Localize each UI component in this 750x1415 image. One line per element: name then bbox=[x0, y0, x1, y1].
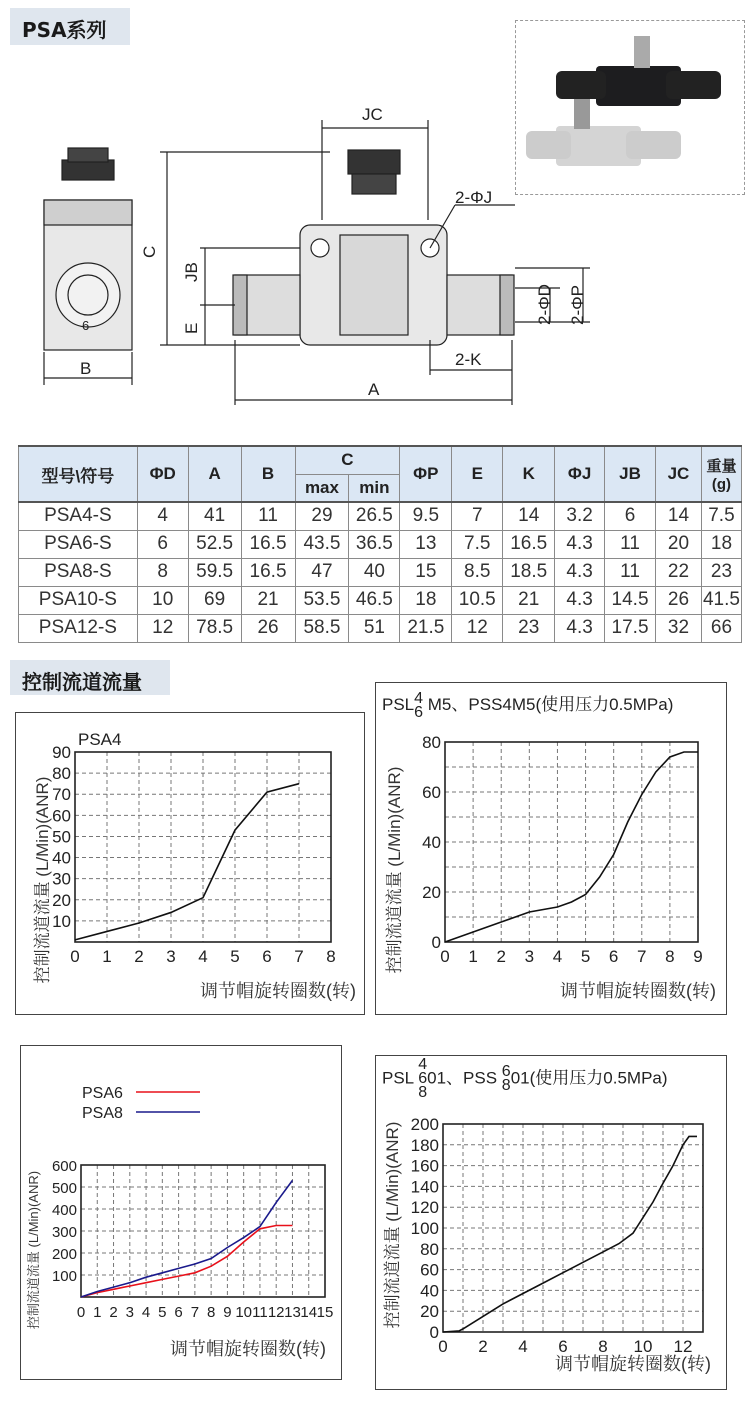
y-tick-label: 40 bbox=[52, 848, 71, 868]
x-tick-label: 4 bbox=[141, 1304, 151, 1321]
x-tick-label: 6 bbox=[262, 947, 272, 966]
chart-m5-title: PSL4 6 M5、PSS4M5(使用压力0.5MPa) bbox=[382, 689, 674, 721]
y-axis-label: 控制流道流量 (L/Min)(ANR) bbox=[26, 1170, 41, 1330]
table-cell: PSA4-S bbox=[19, 502, 138, 530]
y-tick-label: 60 bbox=[420, 1260, 439, 1280]
table-cell: 66 bbox=[701, 614, 741, 642]
table-cell: 36.5 bbox=[349, 530, 400, 558]
col-a: A bbox=[188, 446, 241, 502]
table-cell: 29 bbox=[295, 502, 349, 530]
y-tick-label: 20 bbox=[52, 890, 71, 910]
legend-label: PSA6 bbox=[82, 1085, 123, 1102]
y-tick-label: 300 bbox=[51, 1224, 77, 1241]
table-cell: 59.5 bbox=[188, 558, 241, 586]
table-cell: 4.3 bbox=[555, 614, 605, 642]
dim-phi-p: 2-ΦP bbox=[568, 284, 587, 325]
x-tick-label: 2 bbox=[496, 947, 506, 966]
x-tick-label: 1 bbox=[468, 947, 478, 966]
x-tick-label: 2 bbox=[478, 1337, 488, 1356]
table-cell: 4 bbox=[137, 502, 188, 530]
col-b: B bbox=[241, 446, 295, 502]
y-tick-label: 180 bbox=[410, 1135, 439, 1155]
table-cell: 18 bbox=[701, 530, 741, 558]
y-tick-label: 400 bbox=[51, 1202, 77, 1219]
col-jb: JB bbox=[605, 446, 656, 502]
table-cell: 8 bbox=[137, 558, 188, 586]
x-tick-label: 2 bbox=[109, 1304, 118, 1321]
x-tick-label: 7 bbox=[637, 947, 647, 966]
dim-k: 2-K bbox=[455, 350, 482, 369]
table-cell: 14 bbox=[503, 502, 555, 530]
table-cell: 9.5 bbox=[400, 502, 452, 530]
x-tick-label: 12 bbox=[673, 1337, 693, 1356]
table-cell: 11 bbox=[241, 502, 295, 530]
col-k: K bbox=[503, 446, 555, 502]
x-tick-label: 12 bbox=[267, 1304, 285, 1321]
x-tick-label: 7 bbox=[294, 947, 304, 966]
y-tick-label: 160 bbox=[410, 1156, 439, 1176]
table-cell: 16.5 bbox=[503, 530, 555, 558]
table-cell: 12 bbox=[137, 614, 188, 642]
y-tick-label: 100 bbox=[410, 1219, 439, 1238]
x-axis-label: 调节帽旋转圈数(转) bbox=[170, 1339, 326, 1359]
y-tick-label: 0 bbox=[431, 933, 441, 952]
col-jc: JC bbox=[656, 446, 702, 502]
x-tick-label: 5 bbox=[230, 947, 240, 966]
dim-e: E bbox=[182, 322, 201, 334]
dim-c: C bbox=[140, 245, 159, 258]
y-tick-label: 90 bbox=[52, 743, 71, 762]
y-tick-label: 120 bbox=[410, 1198, 439, 1218]
table-cell: 18 bbox=[400, 586, 452, 614]
table-cell: 20 bbox=[656, 530, 702, 558]
table-cell: 47 bbox=[295, 558, 349, 586]
table-cell: 10.5 bbox=[452, 586, 503, 614]
x-tick-label: 14 bbox=[300, 1304, 318, 1321]
x-axis-label: 调节帽旋转圈数(转) bbox=[200, 981, 356, 1001]
x-tick-label: 5 bbox=[580, 947, 591, 966]
y-tick-label: 80 bbox=[420, 1239, 439, 1259]
x-tick-label: 0 bbox=[440, 947, 450, 966]
y-tick-label: 30 bbox=[52, 869, 71, 889]
table-cell: 4.3 bbox=[555, 586, 605, 614]
table-cell: 12 bbox=[452, 614, 503, 642]
x-tick-label: 1 bbox=[102, 947, 112, 966]
x-tick-label: 3 bbox=[524, 947, 535, 966]
table-cell: 15 bbox=[400, 558, 452, 586]
table-cell: 26 bbox=[656, 586, 702, 614]
col-phi-p: ΦP bbox=[400, 446, 452, 502]
y-tick-label: 50 bbox=[52, 827, 71, 847]
y-tick-label: 140 bbox=[410, 1177, 439, 1197]
y-tick-label: 200 bbox=[410, 1115, 439, 1134]
y-tick-label: 80 bbox=[52, 764, 71, 784]
y-axis-label: 控制流道流量 (L/Min)(ANR) bbox=[33, 776, 52, 984]
table-cell: PSA10-S bbox=[19, 586, 138, 614]
table-cell: 16.5 bbox=[241, 530, 295, 558]
col-phi-d: ΦD bbox=[137, 446, 188, 502]
table-cell: 53.5 bbox=[295, 586, 349, 614]
x-tick-label: 8 bbox=[665, 947, 675, 966]
y-tick-label: 20 bbox=[422, 883, 441, 902]
table-cell: 69 bbox=[188, 586, 241, 614]
table-cell: 21 bbox=[503, 586, 555, 614]
x-tick-label: 4 bbox=[518, 1337, 528, 1356]
y-tick-label: 600 bbox=[51, 1158, 77, 1175]
y-tick-label: 100 bbox=[51, 1268, 77, 1285]
x-tick-label: 13 bbox=[284, 1304, 301, 1321]
x-tick-label: 5 bbox=[158, 1304, 167, 1321]
dim-phi-j: 2-ΦJ bbox=[455, 188, 493, 207]
table-cell: 40 bbox=[349, 558, 400, 586]
table-cell: 4.3 bbox=[555, 558, 605, 586]
x-tick-label: 8 bbox=[206, 1304, 216, 1321]
x-tick-label: 8 bbox=[326, 947, 336, 966]
table-cell: 18.5 bbox=[503, 558, 555, 586]
x-tick-label: 9 bbox=[223, 1304, 232, 1321]
chart-title: PSA4 bbox=[78, 730, 122, 749]
table-cell: 14 bbox=[656, 502, 702, 530]
table-cell: 21.5 bbox=[400, 614, 452, 642]
y-tick-label: 60 bbox=[52, 806, 71, 826]
series-line-psa4 bbox=[75, 784, 299, 940]
x-tick-label: 15 bbox=[316, 1304, 334, 1321]
x-tick-label: 7 bbox=[190, 1304, 200, 1321]
table-cell: 7 bbox=[452, 502, 503, 530]
table-cell: 78.5 bbox=[188, 614, 241, 642]
y-tick-label: 60 bbox=[422, 783, 441, 802]
col-model: 型号\符号 bbox=[19, 446, 138, 502]
table-cell: 43.5 bbox=[295, 530, 349, 558]
section-title-flow: 控制流道流量 bbox=[10, 660, 170, 695]
col-c: C bbox=[295, 446, 400, 474]
x-tick-label: 6 bbox=[558, 1337, 568, 1356]
table-cell: 8.5 bbox=[452, 558, 503, 586]
chart-01-title: PSL 4 6 801、PSS 6 801(使用压力0.5MPa) bbox=[382, 1056, 668, 1101]
col-c-min: min bbox=[349, 474, 400, 502]
section-title-series: PSA系列 bbox=[10, 8, 130, 45]
y-axis-label: 控制流道流量 (L/Min)(ANR) bbox=[385, 766, 404, 974]
x-tick-label: 6 bbox=[174, 1304, 183, 1321]
table-cell: 51 bbox=[349, 614, 400, 642]
series-line-psl-m5 bbox=[445, 752, 698, 942]
table-cell: 3.2 bbox=[555, 502, 605, 530]
x-tick-label: 3 bbox=[125, 1304, 134, 1321]
dim-b: B bbox=[80, 359, 92, 378]
y-tick-label: 80 bbox=[422, 733, 441, 752]
x-tick-label: 4 bbox=[552, 947, 563, 966]
table-cell: 13 bbox=[400, 530, 452, 558]
table-cell: 4.3 bbox=[555, 530, 605, 558]
table-cell: 22 bbox=[656, 558, 702, 586]
table-cell: 10 bbox=[137, 586, 188, 614]
table-cell: 14.5 bbox=[605, 586, 656, 614]
col-weight: 重量(g) bbox=[701, 446, 741, 502]
dim-jc: JC bbox=[362, 105, 383, 124]
table-cell: 21 bbox=[241, 586, 295, 614]
table-cell: 7.5 bbox=[701, 502, 741, 530]
x-tick-label: 4 bbox=[198, 947, 208, 966]
table-cell: 11 bbox=[605, 530, 656, 558]
y-tick-label: 20 bbox=[420, 1302, 439, 1322]
series-line-psa6 bbox=[81, 1226, 292, 1298]
y-tick-label: 500 bbox=[51, 1180, 77, 1197]
dim-jb: JB bbox=[182, 262, 201, 282]
dim-a: A bbox=[368, 380, 380, 399]
legend-label: PSA8 bbox=[82, 1105, 123, 1122]
table-cell: 26 bbox=[241, 614, 295, 642]
x-tick-label: 11 bbox=[252, 1304, 268, 1321]
x-tick-label: 10 bbox=[633, 1337, 653, 1356]
x-tick-label: 0 bbox=[76, 1304, 86, 1321]
y-tick-label: 40 bbox=[420, 1281, 439, 1301]
table-cell: 17.5 bbox=[605, 614, 656, 642]
x-tick-label: 8 bbox=[598, 1337, 608, 1356]
x-tick-label: 0 bbox=[438, 1337, 448, 1356]
x-axis-label: 调节帽旋转圈数(转) bbox=[560, 981, 716, 1001]
x-tick-label: 9 bbox=[693, 947, 703, 966]
col-phi-j: ΦJ bbox=[555, 446, 605, 502]
series-line-psa8 bbox=[81, 1180, 292, 1297]
col-e: E bbox=[452, 446, 503, 502]
y-axis-label: 控制流道流量 (L/Min)(ANR) bbox=[383, 1121, 402, 1329]
table-cell: 23 bbox=[701, 558, 741, 586]
table-cell: 11 bbox=[605, 558, 656, 586]
x-tick-label: 0 bbox=[70, 947, 80, 966]
table-cell: 6 bbox=[605, 502, 656, 530]
table-cell: PSA12-S bbox=[19, 614, 138, 642]
col-c-max: max bbox=[295, 474, 349, 502]
x-tick-label: 1 bbox=[93, 1304, 102, 1321]
table-cell: 41.5 bbox=[701, 586, 741, 614]
x-tick-label: 3 bbox=[166, 947, 176, 966]
table-cell: 46.5 bbox=[349, 586, 400, 614]
x-tick-label: 10 bbox=[235, 1304, 253, 1321]
x-axis-label: 调节帽旋转圈数(转) bbox=[555, 1354, 711, 1374]
y-tick-label: 70 bbox=[52, 785, 71, 805]
table-cell: 52.5 bbox=[188, 530, 241, 558]
y-tick-label: 40 bbox=[422, 833, 441, 852]
dim-phi-d: 2-ΦD bbox=[535, 284, 554, 325]
x-tick-label: 6 bbox=[608, 947, 619, 966]
table-cell: 26.5 bbox=[349, 502, 400, 530]
port-number: 6 bbox=[82, 318, 90, 333]
table-cell: 23 bbox=[503, 614, 555, 642]
table-cell: PSA6-S bbox=[19, 530, 138, 558]
table-cell: 58.5 bbox=[295, 614, 349, 642]
table-cell: 16.5 bbox=[241, 558, 295, 586]
table-cell: 6 bbox=[137, 530, 188, 558]
table-cell: 32 bbox=[656, 614, 702, 642]
y-tick-label: 200 bbox=[51, 1246, 77, 1263]
y-tick-label: 0 bbox=[429, 1323, 439, 1342]
table-cell: 7.5 bbox=[452, 530, 503, 558]
table-cell: 41 bbox=[188, 502, 241, 530]
y-tick-label: 10 bbox=[52, 911, 71, 931]
table-cell: PSA8-S bbox=[19, 558, 138, 586]
x-tick-label: 2 bbox=[134, 947, 144, 966]
